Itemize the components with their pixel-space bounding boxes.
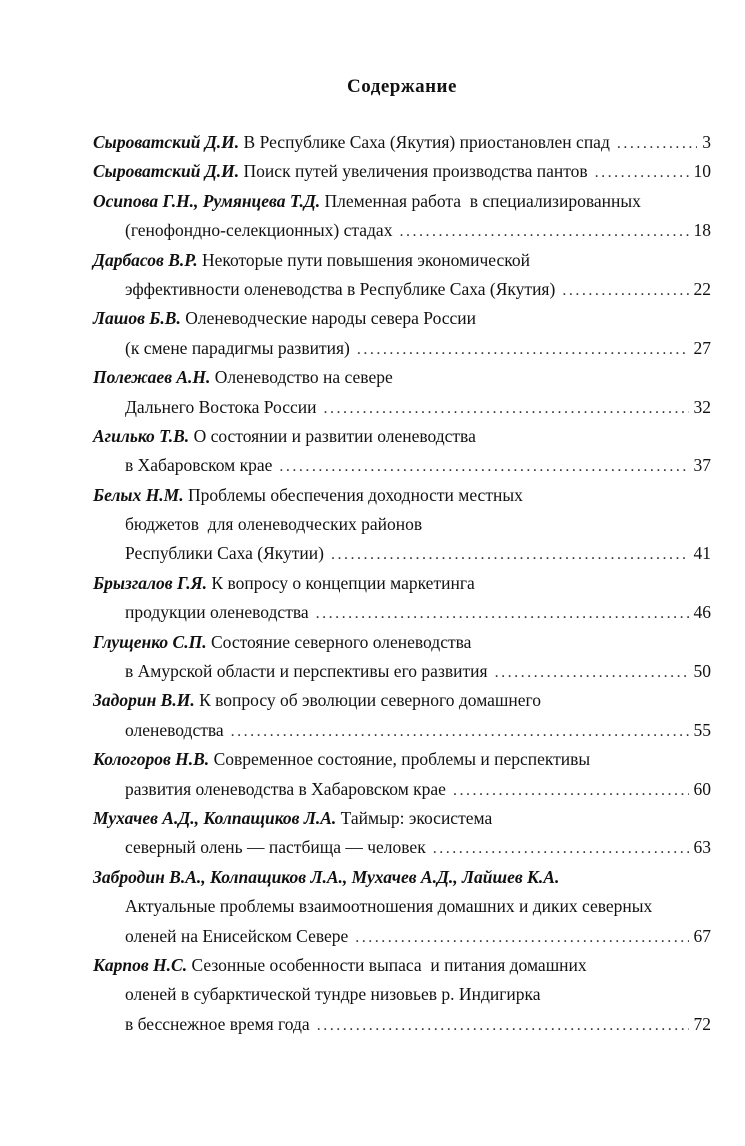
dotted-leader	[317, 1010, 689, 1040]
toc-line	[93, 481, 711, 510]
dotted-leader	[433, 833, 689, 863]
toc-title-text: оленей на Енисейском Севере	[125, 925, 349, 946]
toc-title-text: в Хабаровском крае	[125, 455, 273, 476]
toc-line-text	[125, 510, 422, 539]
toc-page-number: 60	[693, 778, 711, 799]
dotted-leader	[595, 157, 689, 187]
toc-line	[93, 628, 711, 657]
toc-page-number: 46	[693, 602, 711, 623]
toc-line	[93, 598, 711, 627]
toc-line	[93, 510, 711, 539]
toc-author: Сыроватский Д.И.	[93, 161, 244, 182]
toc-author: Сыроватский Д.И.	[93, 132, 244, 152]
toc-line-text	[125, 775, 446, 804]
toc-line	[93, 246, 711, 275]
toc-title-text: Племенная работа в специализированных	[324, 190, 641, 211]
toc-page-number: 72	[693, 1013, 711, 1034]
toc-line	[93, 216, 711, 245]
dotted-leader	[279, 451, 688, 481]
dotted-leader	[355, 922, 688, 952]
toc-title-text: Таймыр: экосистема	[340, 807, 493, 828]
toc-line	[93, 775, 711, 804]
toc-page-number: 32	[693, 396, 711, 417]
toc-line-text	[125, 275, 555, 304]
toc-title-text: развития оленеводства в Хабаровском крае	[125, 778, 446, 799]
dotted-leader	[231, 716, 689, 746]
toc-content	[93, 0, 711, 1039]
toc-line	[93, 745, 711, 774]
toc-page-number: 41	[693, 543, 711, 564]
toc-line	[93, 892, 711, 921]
toc-page-number: 50	[693, 661, 711, 682]
toc-line-text	[125, 334, 350, 363]
dotted-leader	[357, 334, 689, 364]
toc-line-text	[93, 422, 476, 451]
toc-page-number: 3	[702, 132, 711, 152]
toc-line-text	[125, 451, 272, 480]
toc-title-text: оленеводства	[125, 719, 224, 740]
toc-title-text: Поиск путей увеличения производства пантов	[243, 161, 588, 182]
toc-title-text: Некоторые пути повышения экономической	[201, 249, 530, 270]
toc-title-text: Современное состояние, проблемы и перспективы	[213, 749, 591, 770]
toc-line-text	[93, 128, 610, 157]
toc-list	[93, 128, 711, 1039]
toc-line-text	[125, 922, 348, 951]
toc-line	[93, 863, 711, 892]
toc-line	[93, 275, 711, 304]
toc-title-text: северный олень — пастбища — человек	[125, 837, 426, 858]
toc-line	[93, 833, 711, 862]
toc-line	[93, 393, 711, 422]
toc-author: Мухачев А.Д., Колпащиков Л.А.	[93, 807, 341, 828]
toc-line	[93, 334, 711, 363]
toc-line-text	[93, 686, 541, 715]
toc-title-text: Оленеводческие народы севера России	[185, 308, 477, 329]
toc-title-text: В Республике Саха (Якутия) приостановлен спад	[243, 132, 610, 152]
toc-title-text: Сезонные особенности выпаса и питания домашних	[191, 954, 587, 975]
toc-line-text	[125, 833, 426, 862]
toc-line-text	[93, 157, 588, 186]
toc-title-text: в Амурской области и перспективы его развития	[125, 661, 488, 682]
dotted-leader	[617, 128, 697, 158]
dotted-leader	[453, 775, 689, 805]
toc-line	[93, 686, 711, 715]
toc-title-text: О состоянии и развитии оленеводства	[193, 425, 476, 446]
toc-page-number: 55	[693, 719, 711, 740]
toc-line-text	[93, 481, 523, 510]
toc-author: Глущенко С.П.	[93, 631, 211, 652]
toc-line	[93, 451, 711, 480]
toc-line	[93, 363, 711, 392]
toc-page-number: 63	[693, 837, 711, 858]
toc-author: Дарбасов В.Р.	[93, 249, 202, 270]
toc-line	[93, 569, 711, 598]
toc-line	[93, 539, 711, 568]
toc-line-text	[93, 863, 559, 892]
toc-title-text: бюджетов для оленеводческих районов	[125, 514, 423, 535]
toc-line-text	[93, 363, 393, 392]
toc-line-text	[93, 187, 641, 216]
toc-line	[93, 187, 711, 216]
toc-page-number: 10	[693, 161, 711, 182]
toc-title-text: (генофондно-селекционных) стадах	[125, 220, 393, 241]
toc-line	[93, 716, 711, 745]
dotted-leader	[562, 275, 688, 305]
toc-line-text	[125, 716, 224, 745]
toc-author: Забродин В.А., Колпащиков Л.А., Мухачев А.Д., Лайшев К.А.	[93, 866, 560, 887]
toc-page-number: 18	[693, 220, 711, 241]
toc-line	[93, 657, 711, 686]
toc-line	[93, 804, 711, 833]
toc-line-text	[125, 393, 317, 422]
toc-title-text: эффективности оленеводства в Республике Саха (Якутия)	[125, 278, 556, 299]
toc-line-text	[125, 1010, 310, 1039]
toc-title-text: (к смене парадигмы развития)	[125, 337, 350, 358]
toc-title-text: оленей в субарктической тундре низовьев р. Индигирка	[125, 984, 541, 1005]
toc-line	[93, 128, 711, 157]
toc-page-number: 27	[693, 337, 711, 358]
toc-line-text	[93, 628, 471, 657]
toc-line-text	[125, 657, 488, 686]
toc-title-text: в бесснежное время года	[125, 1013, 310, 1034]
toc-line-text	[93, 304, 476, 333]
page-title: Содержание	[347, 76, 457, 97]
toc-title-text: Состояние северного оленеводства	[210, 631, 472, 652]
toc-line-text	[93, 745, 590, 774]
toc-line	[93, 951, 711, 980]
dotted-leader	[324, 393, 689, 423]
toc-title-text: Дальнего Востока России	[125, 396, 317, 417]
toc-line	[93, 1010, 711, 1039]
toc-author: Осипова Г.Н., Румянцева Т.Д.	[93, 190, 325, 211]
toc-title-text: К вопросу о концепции маркетинга	[211, 572, 475, 593]
toc-line-text	[125, 598, 309, 627]
toc-line-text	[93, 569, 475, 598]
toc-author: Задорин В.И.	[93, 690, 200, 711]
toc-line-text	[125, 216, 392, 245]
toc-line	[93, 157, 711, 186]
toc-author: Лашов Б.В.	[93, 308, 186, 329]
dotted-leader	[495, 657, 689, 687]
toc-line-text	[93, 804, 492, 833]
toc-line-text	[93, 951, 587, 980]
dotted-leader	[399, 216, 688, 246]
toc-author: Агилько Т.В.	[93, 425, 194, 446]
toc-line	[93, 304, 711, 333]
toc-page-number: 67	[693, 925, 711, 946]
toc-line-text	[125, 980, 541, 1009]
toc-line-text	[125, 539, 324, 568]
toc-title-text: Проблемы обеспечения доходности местных	[188, 484, 523, 505]
toc-author: Карпов Н.С.	[93, 954, 192, 975]
dotted-leader	[316, 598, 689, 628]
toc-line-text	[93, 246, 530, 275]
toc-page-number: 22	[693, 278, 711, 299]
toc-line	[93, 922, 711, 951]
toc-author: Кологоров Н.В.	[93, 749, 214, 770]
toc-page-number: 37	[693, 455, 711, 476]
toc-title-text: Оленеводство на севере	[214, 367, 393, 388]
toc-title-text: К вопросу об эволюции северного домашнего	[199, 690, 542, 711]
toc-title-text: Актуальные проблемы взаимоотношения домашних и диких северных	[125, 896, 653, 917]
toc-line	[93, 422, 711, 451]
toc-line-text	[125, 892, 652, 921]
toc-line	[93, 980, 711, 1009]
toc-author: Полежаев А.Н.	[93, 367, 215, 388]
toc-author: Белых Н.М.	[93, 484, 188, 505]
toc-author: Брызгалов Г.Я.	[93, 572, 212, 593]
toc-title-text: продукции оленеводства	[125, 602, 309, 623]
dotted-leader	[331, 539, 689, 569]
toc-title-text: Республики Саха (Якутии)	[125, 543, 324, 564]
